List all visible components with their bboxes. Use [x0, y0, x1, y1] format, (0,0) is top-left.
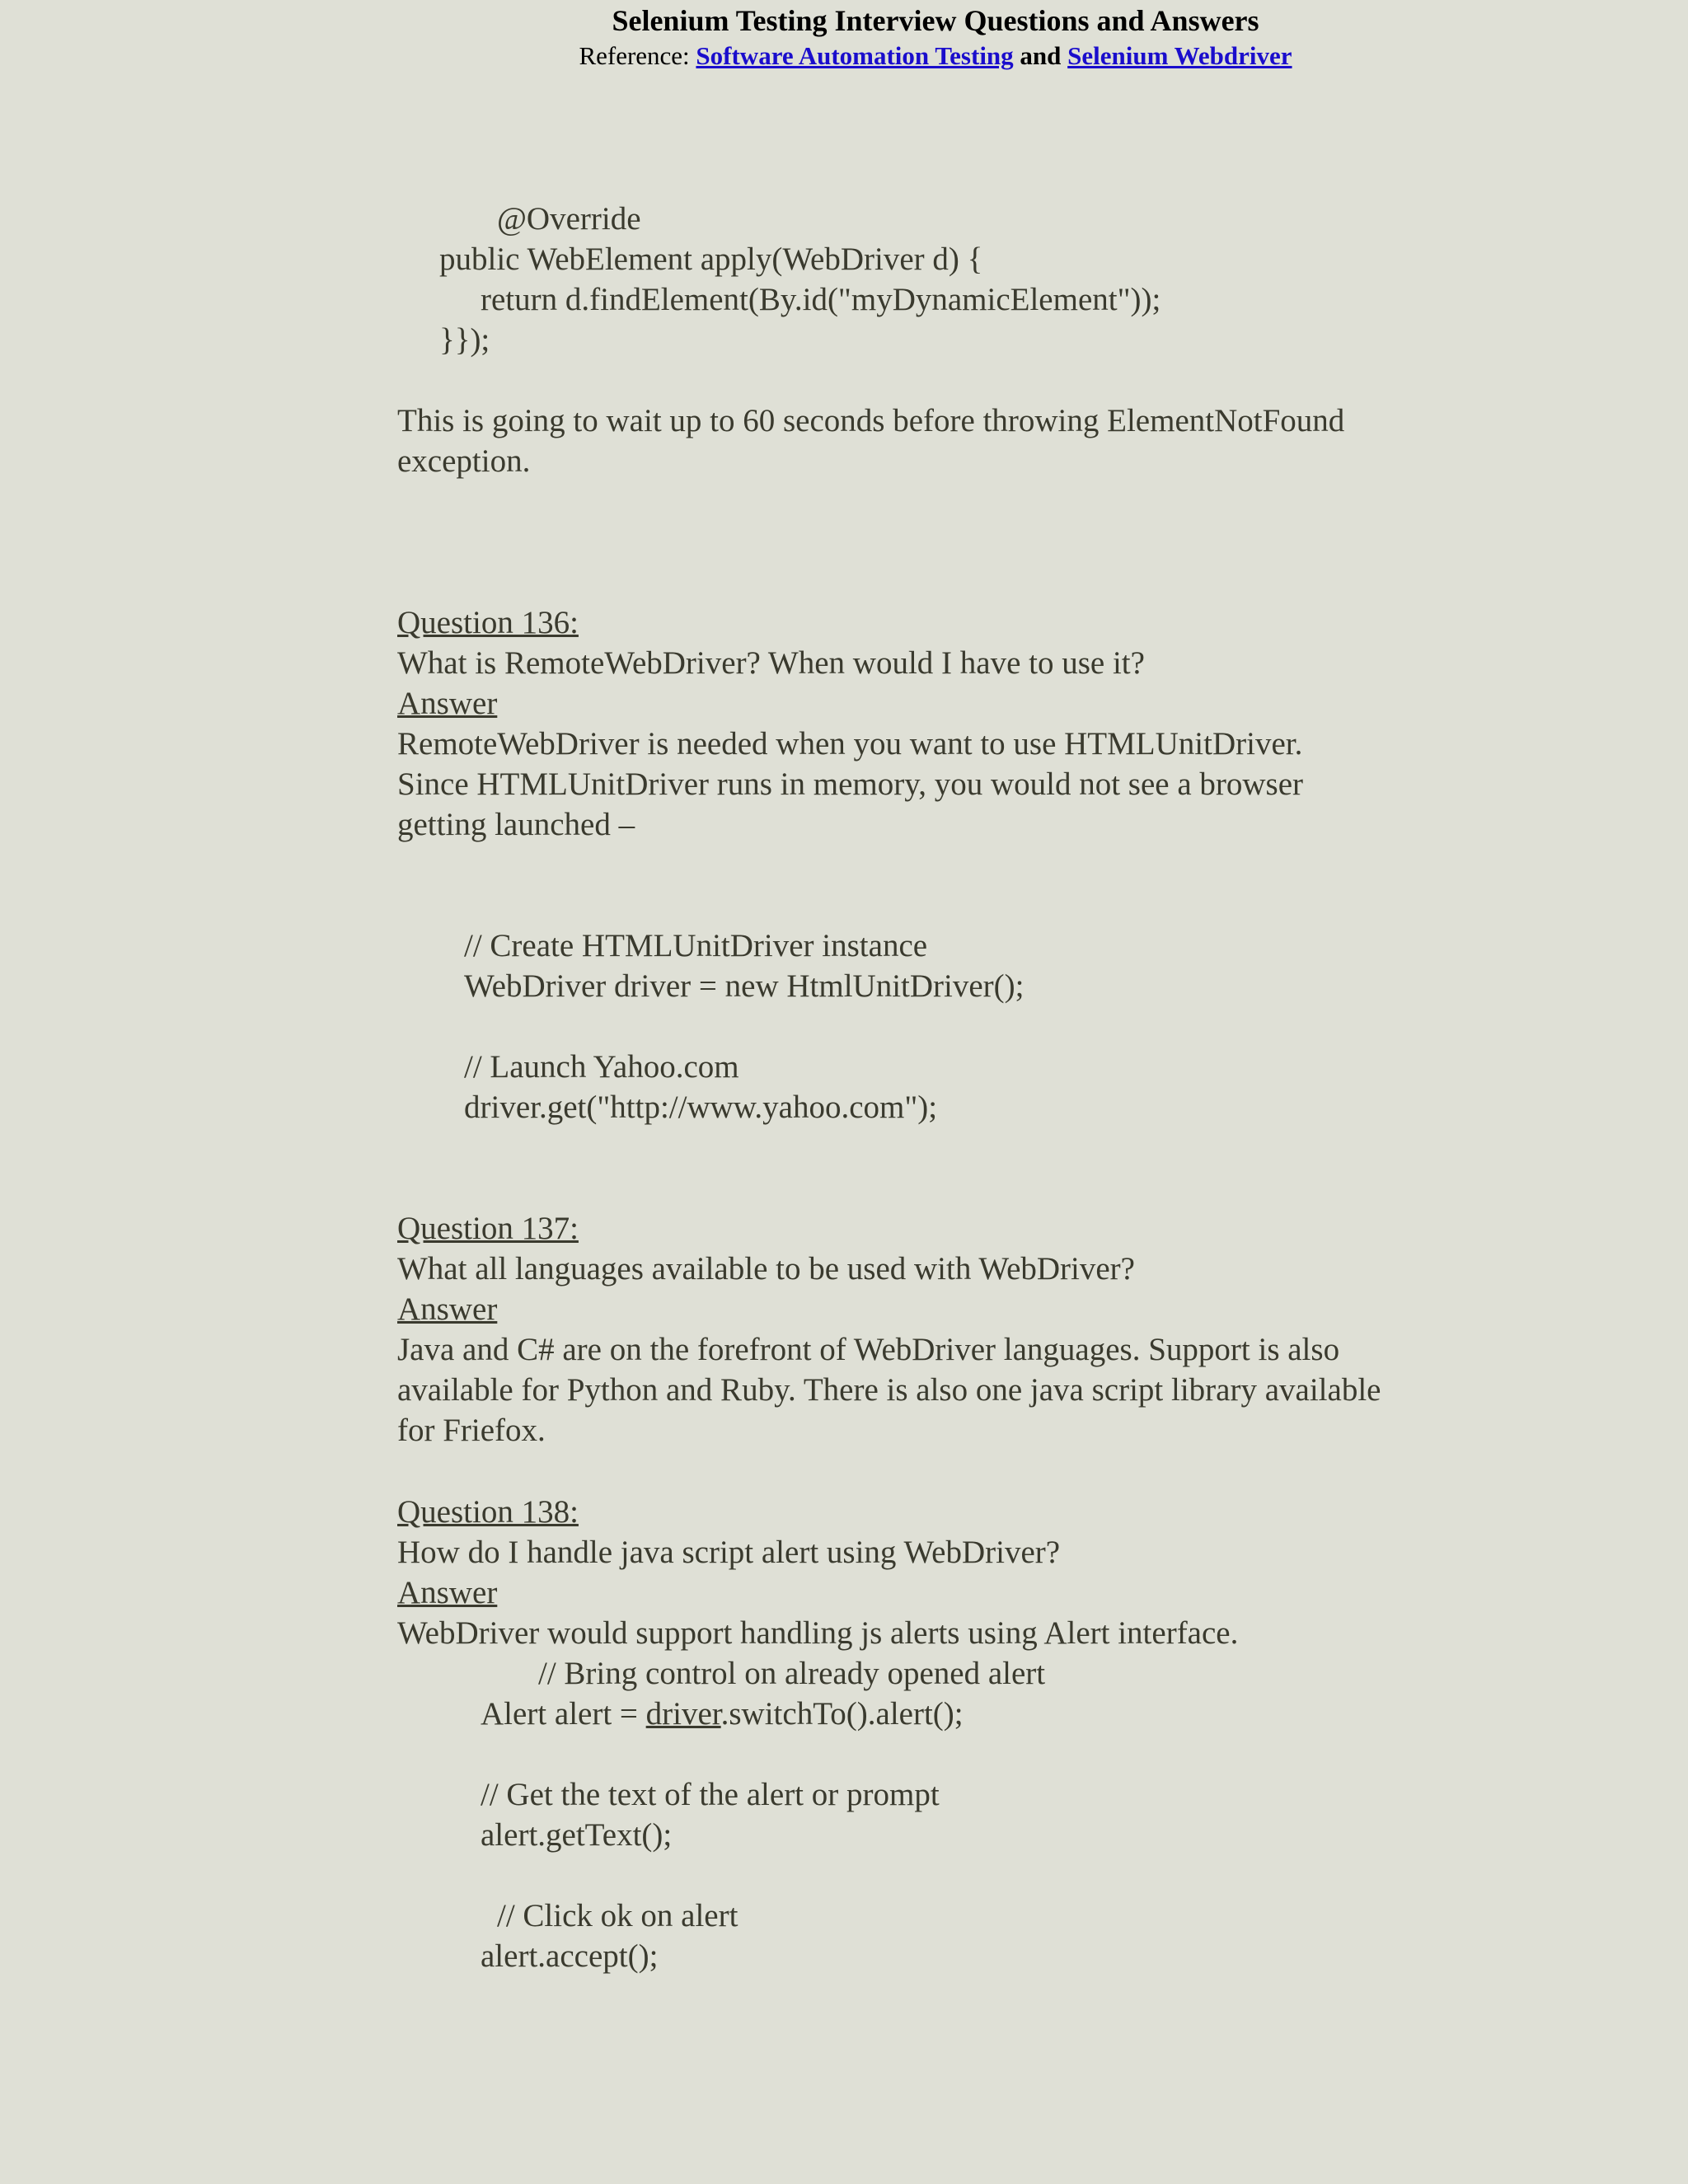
code-line: // Get the text of the alert or prompt	[481, 1777, 940, 1812]
question-136-text: What is RemoteWebDriver? When would I have to use it?	[397, 645, 1145, 681]
answer-line: Since HTMLUnitDriver runs in memory, you would not see a browser	[397, 766, 1304, 802]
reference-line	[0, 39, 1688, 73]
answer-line: getting launched –	[397, 807, 635, 842]
document-title: Selenium Testing Interview Questions and Answers	[612, 4, 1259, 37]
and-text: and	[1020, 41, 1062, 70]
code-line: alert.accept();	[481, 1938, 659, 1974]
reference-label: Reference:	[579, 41, 690, 70]
answer-line: Java and C# are on the forefront of WebDriver languages. Support is also	[397, 1332, 1340, 1367]
question-138-text: How do I handle java script alert using WebDriver?	[397, 1535, 1061, 1570]
paragraph-line: exception.	[397, 443, 531, 479]
code-line: // Launch Yahoo.com	[464, 1049, 739, 1085]
answer-line: available for Python and Ruby. There is also one java script library available	[397, 1372, 1381, 1408]
code-line: alert.getText();	[481, 1817, 673, 1853]
code-line: return d.findElement(By.id("myDynamicElement"));	[481, 282, 1161, 317]
question-137-label: Question 137:	[397, 1211, 579, 1246]
answer-line: RemoteWebDriver is needed when you want to use HTMLUnitDriver.	[397, 726, 1303, 762]
answer-136-label: Answer	[397, 686, 498, 721]
question-136-label: Question 136:	[397, 605, 579, 640]
code-fragment: driver	[645, 1696, 721, 1732]
code-line: public WebElement apply(WebDriver d) {	[439, 241, 983, 277]
answer-137-label: Answer	[397, 1291, 498, 1327]
selenium-webdriver-link[interactable]: Selenium Webdriver	[1067, 41, 1292, 70]
answer-line: for Friefox.	[397, 1413, 546, 1448]
question-138-label: Question 138:	[397, 1494, 579, 1530]
answer-line: WebDriver would support handling js alerts using Alert interface.	[397, 1615, 1239, 1651]
paragraph-line: This is going to wait up to 60 seconds before throwing ElementNotFound	[397, 403, 1345, 438]
software-automation-testing-link[interactable]: Software Automation Testing	[696, 41, 1014, 70]
code-line: driver.get("http://www.yahoo.com");	[464, 1090, 938, 1125]
code-line: @Override	[497, 201, 641, 237]
code-fragment: .switchTo().alert();	[720, 1696, 964, 1732]
code-line: WebDriver driver = new HtmlUnitDriver();	[464, 968, 1025, 1004]
code-line: // Bring control on already opened alert	[538, 1656, 1046, 1691]
code-line	[481, 1694, 964, 1734]
code-line: // Create HTMLUnitDriver instance	[464, 928, 928, 963]
answer-138-label: Answer	[397, 1575, 498, 1610]
code-line: // Click ok on alert	[497, 1898, 738, 1933]
question-137-text: What all languages available to be used with WebDriver?	[397, 1251, 1135, 1286]
code-line: }});	[439, 322, 490, 358]
code-fragment: Alert alert =	[481, 1696, 646, 1732]
